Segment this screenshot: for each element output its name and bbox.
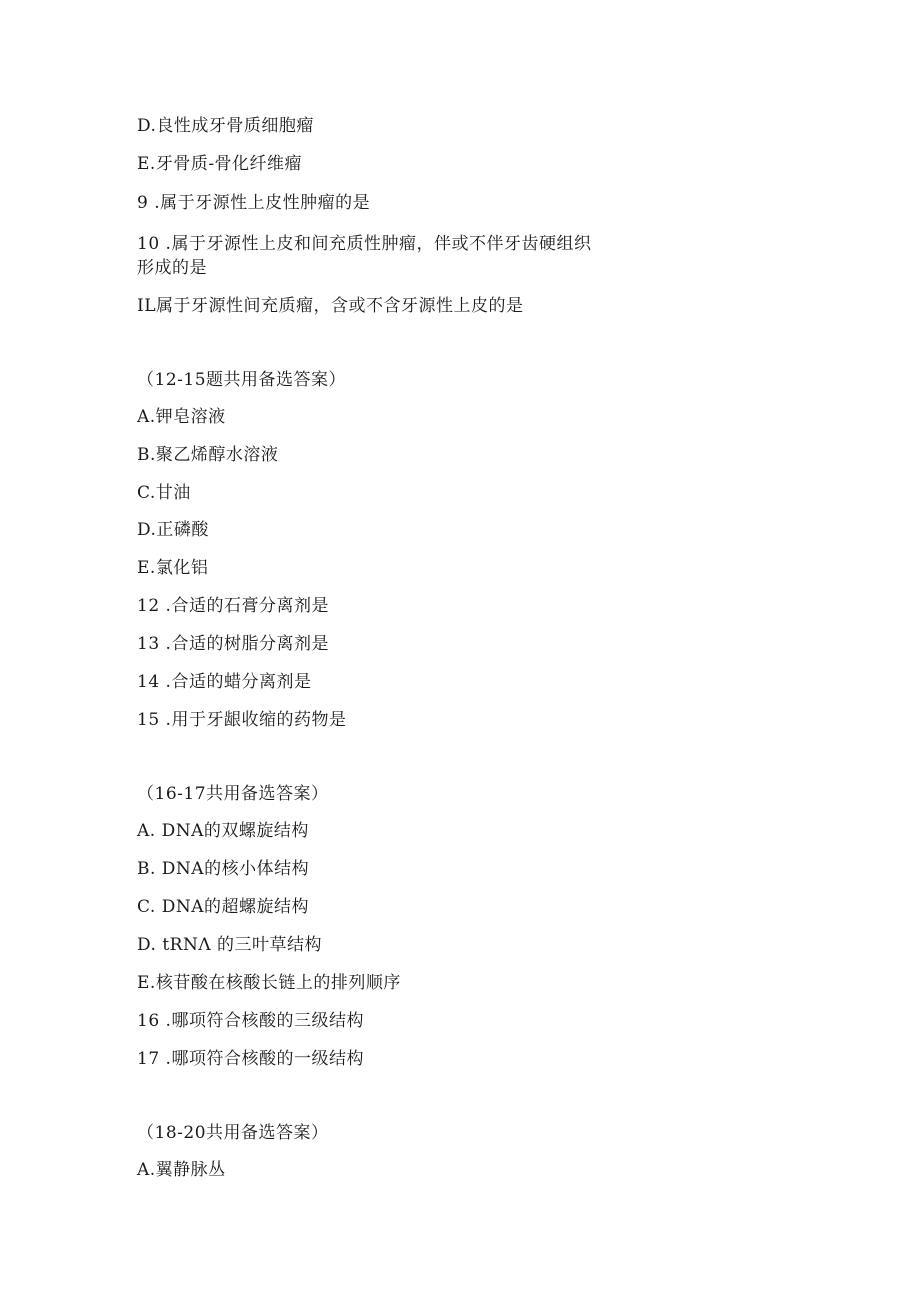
question-16: 16 .哪项符合核酸的三级结构 (137, 1011, 364, 1031)
option-c-text: C. DNA的超螺旋结构 (137, 897, 309, 917)
option-b-text: B. DNA的核小体结构 (137, 859, 310, 879)
group-header-12-15: （12-15题共用备选答案） (137, 370, 347, 390)
option-a-text: A.钾皂溶液 (137, 407, 226, 427)
option-d-text: D. tRNΛ 的三叶草结构 (137, 935, 323, 955)
option-d-text: D.正磷酸 (137, 520, 209, 540)
question-14: 14 .合适的蜡分离剂是 (137, 672, 312, 692)
question-12: 12 .合适的石膏分离剂是 (137, 596, 329, 616)
group-header-16-17: （16-17共用备选答案） (137, 784, 329, 804)
question-10: 10 .属于牙源性上皮和间充质性肿瘤，伴或不伴牙齿硬组织形成的是 (137, 234, 592, 278)
question-13: 13 .合适的树脂分离剂是 (137, 634, 329, 654)
option-e-text: E.氯化铝 (137, 558, 209, 578)
option-a-text: A.翼静脉丛 (137, 1160, 226, 1180)
option-c-text: C.甘油 (137, 483, 191, 503)
option-e-text: E.牙骨质-骨化纤维瘤 (137, 154, 303, 174)
question-9: 9 .属于牙源性上皮性肿瘤的是 (137, 193, 371, 213)
option-d-text: D.良性成牙骨质细胞瘤 (137, 116, 314, 136)
question-17: 17 .哪项符合核酸的一级结构 (137, 1049, 364, 1069)
option-e-text: E.核苷酸在核酸长链上的排列顺序 (137, 973, 401, 993)
question-11: IL属于牙源性间充质瘤，含或不含牙源性上皮的是 (137, 296, 524, 316)
group-header-18-20: （18-20共用备选答案） (137, 1123, 329, 1143)
question-15: 15 .用于牙龈收缩的药物是 (137, 710, 347, 730)
option-a-text: A. DNA的双螺旋结构 (137, 821, 309, 841)
option-b-text: B.聚乙烯醇水溶液 (137, 445, 279, 465)
